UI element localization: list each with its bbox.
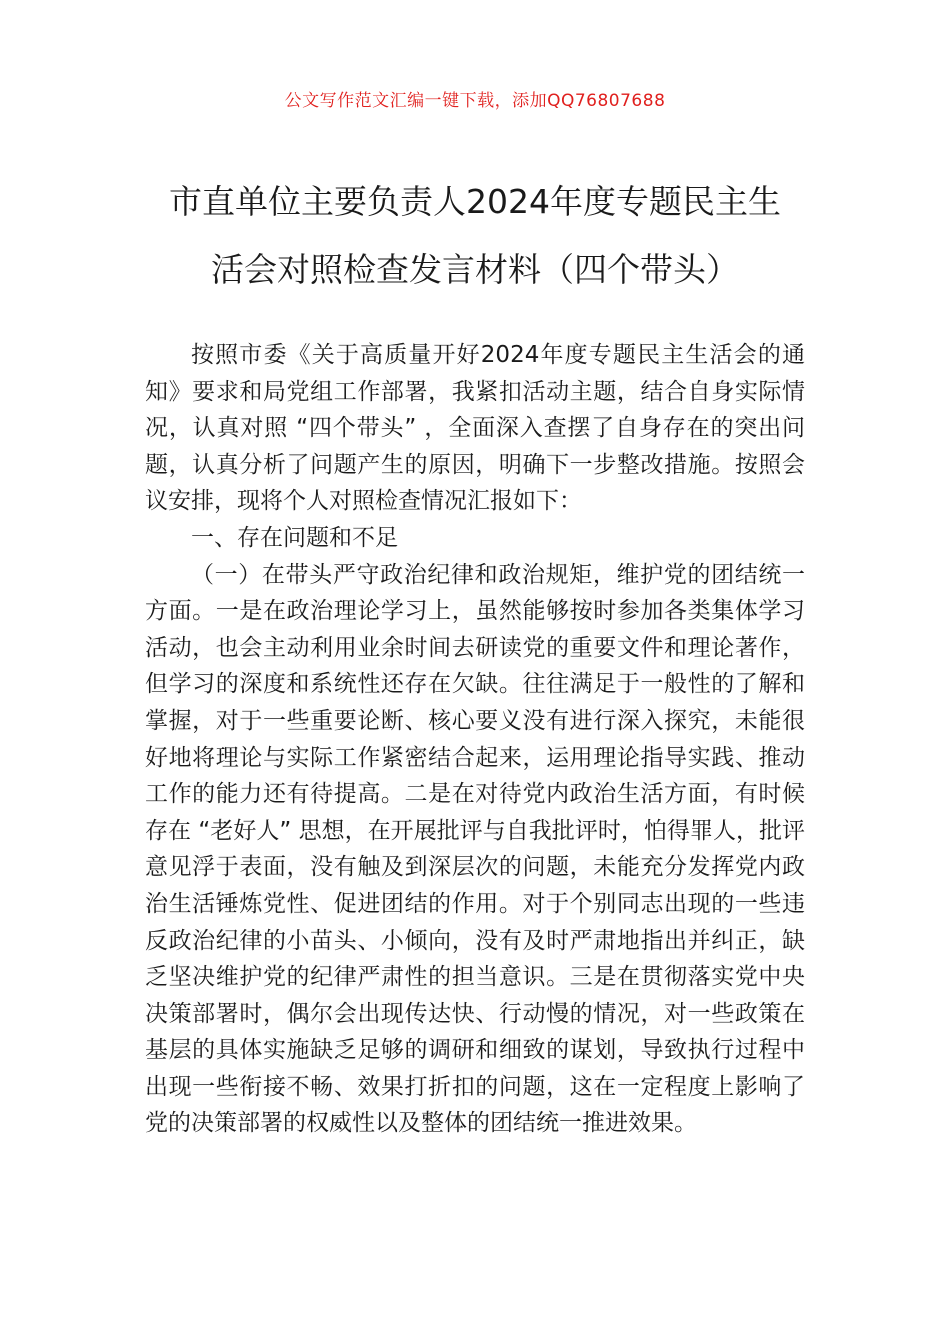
download-notice: 公文写作范文汇编一键下载，添加QQ76807688 [284,91,666,111]
document-title [110,168,840,304]
title-line-1: 市直单位主要负责人2024年度专题民主生 [169,182,781,221]
section-heading: 一、存在问题和不足 [191,524,398,551]
document-body [145,337,805,1142]
title-line-2: 活会对照检查发言材料（四个带头） [211,250,739,289]
body-paragraph: （一）在带头严守政治纪律和政治规矩，维护党的团结统一方面。一是在政治理论学习上，虽然能够按时参加各类集体学习活动，也会主动利用业余时间去研读党的重要文件和理论著作，但学习的深度和系统性还存在欠缺。往往满足于一般性的了解和掌握，对于一些重要论断、核心要义没有进行深入探究，未能很好地将理论与实际工作紧密结合起来，运用理论指导实践、推动工作的能力还有待提高。二是在对待党内政治生活方面，有时候存在 “老好人” 思想，在开展批评与自我批评时，怕得罪人，批评意见浮于表面，没有触及到深层次的问题，未能充分发挥党内政治生活锤炼党性、促进团结的作用。对于个别同志出现的一些违反政治纪律的小苗头、小倾向，没有及时严肃地指出并纠正，缺乏坚决维护党的纪律严肃性的担当意识。三是在贯彻落实党中央决策部署时，偶尔会出现传达快、行动慢的情况，对一些政策在基层的具体实施缺乏足够的调研和细致的谋划，导致执行过程中出现一些衔接不畅、效果打折扣的问题，这在一定程度上影响了党的决策部署的权威性以及整体的团结统一推进效果。 [145,561,805,1137]
intro-paragraph: 按照市委《关于高质量开好2024年度专题民主生活会的通知》要求和局党组工作部署，我紧扣活动主题，结合自身实际情况，认真对照 “四个带头” ，全面深入查摆了自身存在的突出问题，认真分析了问题产生的原因，明确下一步整改措施。按照会议安排，现将个人对照检查情况汇报如下： [145,342,805,515]
